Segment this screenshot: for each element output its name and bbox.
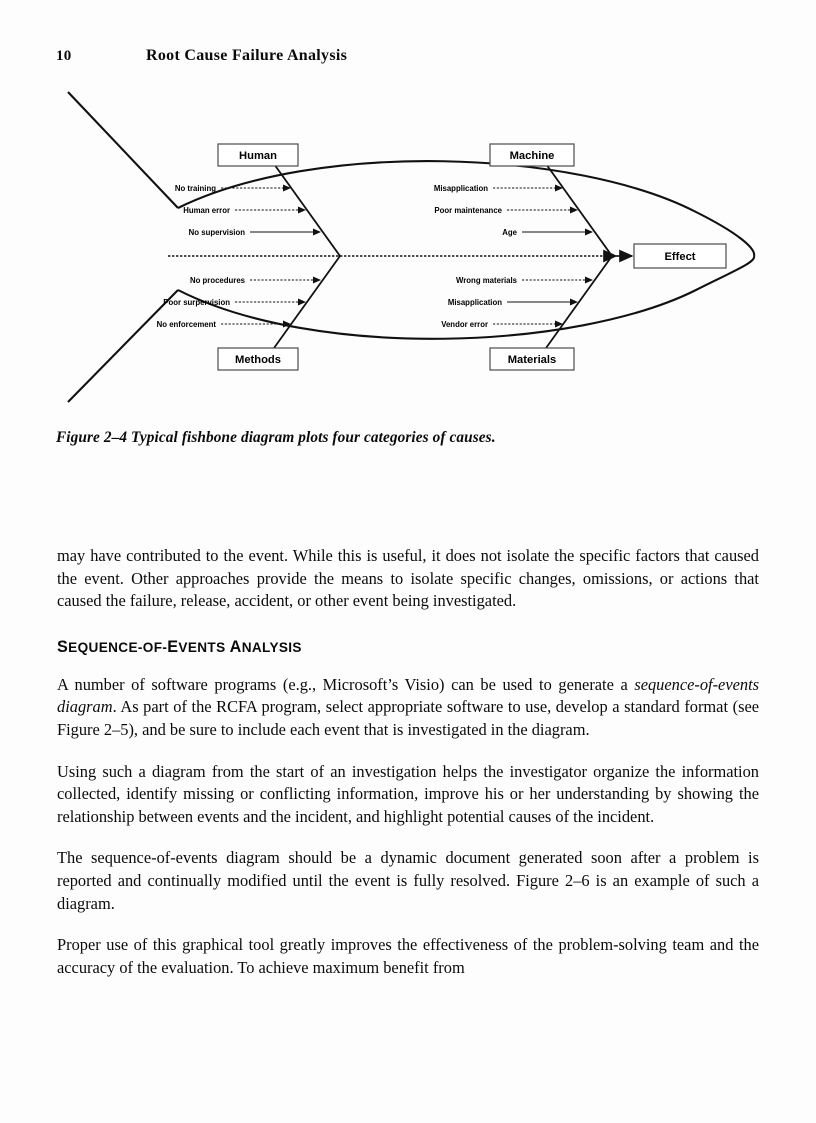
cause-human-1: No training (174, 184, 216, 193)
cause-machine-1: Misapplication (433, 184, 488, 193)
section-heading-sequence-of-events (57, 638, 759, 657)
paragraph-2-part-1: A number of software programs (e.g., Microsoft’s Visio) can be used to generate a (57, 674, 635, 694)
cause-machine-2: Poor maintenance (434, 206, 502, 215)
cause-methods-2: Poor surpervision (163, 298, 230, 307)
category-label-machine: Machine (509, 150, 555, 162)
cause-materials-2: Misapplication (447, 298, 502, 307)
effect-label: Effect (664, 251, 696, 263)
category-materials (441, 256, 612, 370)
fishbone-figure (56, 84, 760, 414)
figure-caption: Figure 2–4 Typical fishbone diagram plots four categories of causes. (56, 429, 496, 446)
cause-materials-1: Wrong materials (456, 276, 517, 285)
paragraph-2-part-2: . As part of the RCFA program, select appropriate software to use, develop a standard format (see Figure 2–5), and be sure to include each event that is investigated in the diagram. (57, 697, 759, 739)
cause-human-3: No supervision (188, 228, 245, 237)
cause-methods-3: No enforcement (156, 320, 216, 329)
cause-machine-3: Age (502, 228, 517, 237)
category-label-materials: Materials (507, 354, 557, 366)
body-text-column (57, 545, 759, 979)
cause-methods-1: No procedures (189, 276, 245, 285)
paragraph-2-italic-term: sequence-of-events diagram (57, 674, 759, 717)
section-heading-text: SEQUENCE-OF-EVENTS ANALYSIS (57, 637, 302, 656)
paragraph-1: may have contributed to the event. While this is useful, it does not isolate the specific factors that caused the event. Other approaches provide the means to isolate specific changes, omissions, or actions that caused the failure, release, accident, or other event being investigated. (57, 546, 759, 611)
running-title: Root Cause Failure Analysis (146, 47, 348, 64)
paragraph-5: Proper use of this graphical tool greatly improves the effectiveness of the problem-solving team and the accuracy of the evaluation. To achieve maximum benefit from (57, 935, 759, 977)
paragraph-4: The sequence-of-events diagram should be a dynamic document generated soon after a problem is reported and continually modified until the event is fully resolved. Figure 2–6 is an example of such a diagram. (57, 848, 759, 913)
category-methods (157, 256, 340, 370)
fishbone-diagram (56, 84, 760, 414)
category-label-human: Human (239, 150, 277, 162)
paragraph-2 (57, 674, 759, 742)
cause-materials-3: Vendor error (441, 320, 488, 329)
running-head (56, 44, 760, 68)
category-label-methods: Methods (235, 354, 281, 366)
page-number: 10 (56, 48, 72, 64)
effect-node (616, 244, 726, 268)
category-human (175, 144, 340, 256)
paragraph-3: Using such a diagram from the start of an investigation helps the investigator organize the information collected, identify missing or conflicting information, improve his or her understanding by showing the relationship between events and the incident, and highlight potential causes of the incident. (57, 761, 759, 826)
cause-human-2: Human error (183, 206, 230, 215)
